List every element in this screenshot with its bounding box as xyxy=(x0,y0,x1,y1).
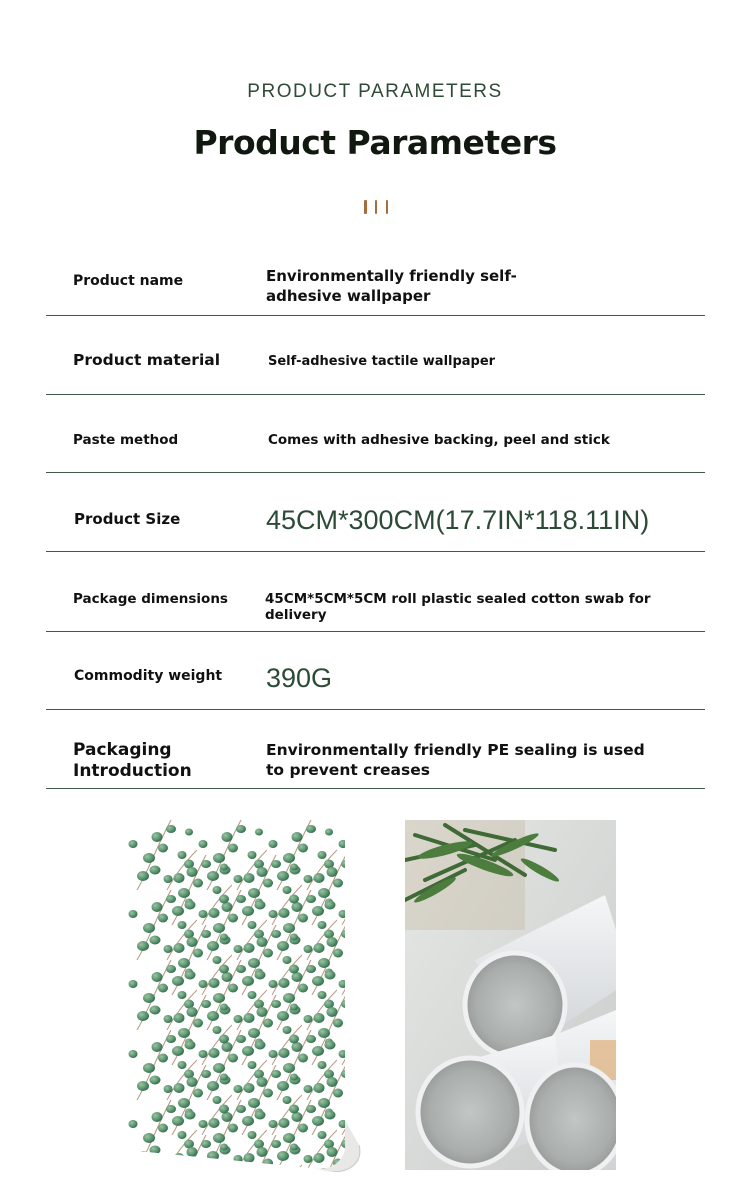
param-label: Packaging Introduction xyxy=(73,740,192,781)
param-label: Product material xyxy=(73,351,221,369)
param-value: Environmentally friendly self-adhesive wallpaper xyxy=(266,267,517,305)
eucalyptus-wallpaper-roll-image xyxy=(127,820,363,1172)
param-value: Environmentally friendly PE sealing is used to prevent creases xyxy=(266,741,645,779)
packaged-rolls-image xyxy=(405,820,616,1170)
parameters-table xyxy=(46,237,705,789)
param-row-packaging-introduction xyxy=(46,710,705,789)
param-row-product-material xyxy=(46,316,705,395)
title-ornament xyxy=(364,200,388,214)
param-label: Paste method xyxy=(73,432,179,448)
param-value: 45CM*5CM*5CM roll plastic sealed cotton swab for delivery xyxy=(265,591,651,623)
section-subtitle: PRODUCT PARAMETERS xyxy=(247,81,503,102)
param-value: Comes with adhesive backing, peel and stick xyxy=(268,432,610,448)
param-label: Product name xyxy=(73,273,184,289)
param-value: 390G xyxy=(266,663,333,693)
param-value: 45CM*300CM(17.7IN*118.11IN) xyxy=(266,505,650,535)
param-label: Product Size xyxy=(74,510,181,528)
param-row-product-name xyxy=(46,237,705,316)
page-title: Product Parameters xyxy=(193,123,557,162)
param-value: Self-adhesive tactile wallpaper xyxy=(268,354,496,369)
param-label: Commodity weight xyxy=(74,668,223,684)
param-row-paste-method xyxy=(46,395,705,473)
param-row-commodity-weight xyxy=(46,632,705,710)
param-label: Package dimensions xyxy=(73,591,228,607)
param-row-product-size xyxy=(46,473,705,552)
param-row-package-dimensions xyxy=(46,552,705,632)
